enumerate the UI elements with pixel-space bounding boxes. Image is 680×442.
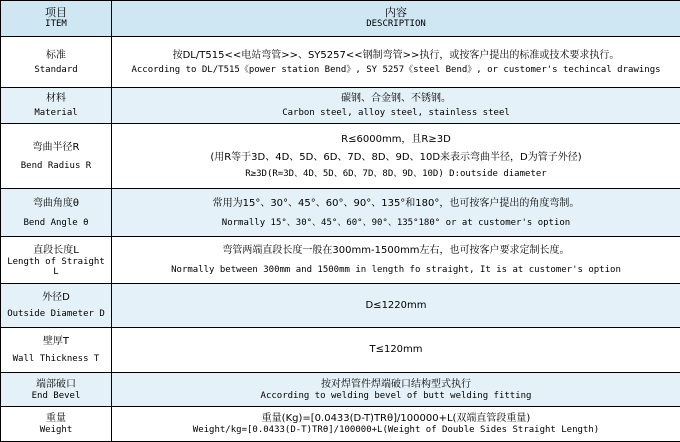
description-line: Weight/kg=[0.0433(D-T)TRθ]/100000+L(Weight of Double Sides Straight Length) xyxy=(192,425,600,436)
row-label-cn: 弯曲半径R xyxy=(32,141,80,153)
description-line: According to welding bevel of butt welding fitting xyxy=(260,390,532,401)
table-row-wall-thickness xyxy=(1,328,680,373)
row-label-cn: 直段长度L xyxy=(33,244,79,256)
description-line: Normally between 300mm and 1500mm in length fo straight, It is at customer's option xyxy=(171,265,621,276)
header-item-en: ITEM xyxy=(45,19,67,30)
row-label-cell xyxy=(1,87,112,124)
row-label-cn: 外径D xyxy=(42,292,70,304)
row-label-cell xyxy=(1,189,112,237)
description-line: 弯管两端直段长度一般在300mm-1500mm左右，也可按客户要求定制长度。 xyxy=(222,245,570,257)
row-label-cn: 端部破口 xyxy=(36,378,76,390)
description-line: 按对焊管件焊端破口结构型式执行 xyxy=(321,378,471,390)
description-line: R≤6000mm，且R≥3D xyxy=(341,133,451,145)
description-line: R≥3D(R=3D、4D、5D、6D、7D、8D、9D、10D) D:outside diameter xyxy=(245,168,547,179)
row-label-cell xyxy=(1,36,112,87)
description-line: According to DL/T515《power station Bend》, SY 5257《steel Bend》, or customer's techincal drawings xyxy=(131,64,661,75)
row-description-cell xyxy=(112,189,680,237)
row-description-cell xyxy=(112,124,680,189)
table-row-bend-radius xyxy=(1,124,680,189)
row-label-cn: 重量 xyxy=(46,413,66,425)
row-label-cell xyxy=(1,328,112,373)
header-description-cell xyxy=(112,1,680,37)
row-label-en: Weight xyxy=(39,425,73,436)
row-label-cell xyxy=(1,124,112,189)
table-row-outside-diameter xyxy=(1,284,680,328)
table-row-weight xyxy=(1,407,680,442)
row-description-cell xyxy=(112,372,680,406)
header-item-cn: 项目 xyxy=(45,6,67,20)
row-label-en: Wall Thickness T xyxy=(12,353,100,364)
row-label-en: Standard xyxy=(34,64,78,75)
row-label-en: Material xyxy=(34,108,78,118)
row-label-cn: 弯曲角度θ xyxy=(32,197,80,209)
row-label-cn: 标准 xyxy=(46,49,66,61)
description-line: 重量(Kg)=[0.0433(D-T)TRθ]/100000+L(双端直管段重量) xyxy=(261,413,531,425)
description-line: Carbon steel, alloy steel, stainless steel xyxy=(282,108,510,118)
row-description-cell xyxy=(112,87,680,124)
table-row-end-bevel xyxy=(1,372,680,406)
row-label-cn: 壁厚T xyxy=(42,335,70,347)
row-description-cell xyxy=(112,407,680,442)
row-label-cell xyxy=(1,372,112,406)
row-description-cell xyxy=(112,36,680,87)
description-line: Normally 15°、30°、45°、60°、90°、135°180° or at customer's option xyxy=(221,217,571,228)
row-label-en: End Bevel xyxy=(31,390,81,401)
description-line: 常用为15°、30°、45°、60°、90°、135°和180°，也可按客户提出的角度弯制。 xyxy=(212,197,580,209)
row-description-cell xyxy=(112,284,680,328)
description-line: D≤1220mm xyxy=(365,300,427,312)
table-row-material xyxy=(1,87,680,124)
description-line: T≤120mm xyxy=(369,344,423,356)
row-label-en: Length of Straight L xyxy=(7,256,105,277)
table-row-straight-length xyxy=(1,237,680,284)
row-label-cell xyxy=(1,284,112,328)
description-line: 碳钢、合金钢、不锈钢。 xyxy=(341,93,451,104)
description-line: 按DL/T515<<电站弯管>>、SY5257<<钢制弯管>>执行，或按客户提出的标准或技术要求执行。 xyxy=(172,49,620,61)
row-label-cell xyxy=(1,237,112,284)
row-label-en: Bend Radius R xyxy=(20,160,92,171)
row-description-cell xyxy=(112,237,680,284)
row-label-cn: 材料 xyxy=(46,93,66,104)
table-header-row xyxy=(1,1,680,37)
row-label-cell xyxy=(1,407,112,442)
row-label-en: Outside Diameter D xyxy=(7,309,105,320)
row-label-en: Bend Angle θ xyxy=(23,217,89,228)
table-row-bend-angle xyxy=(1,189,680,237)
row-description-cell xyxy=(112,328,680,373)
table-row-standard xyxy=(1,36,680,87)
description-line: (用R等于3D、4D、5D、6D、7D、8D、9D、10D来表示弯曲半径，D为管子外径) xyxy=(210,151,582,163)
header-description-en: DESCRIPTION xyxy=(366,19,426,30)
header-item-cell xyxy=(1,1,112,37)
header-description-cn: 内容 xyxy=(385,6,407,20)
